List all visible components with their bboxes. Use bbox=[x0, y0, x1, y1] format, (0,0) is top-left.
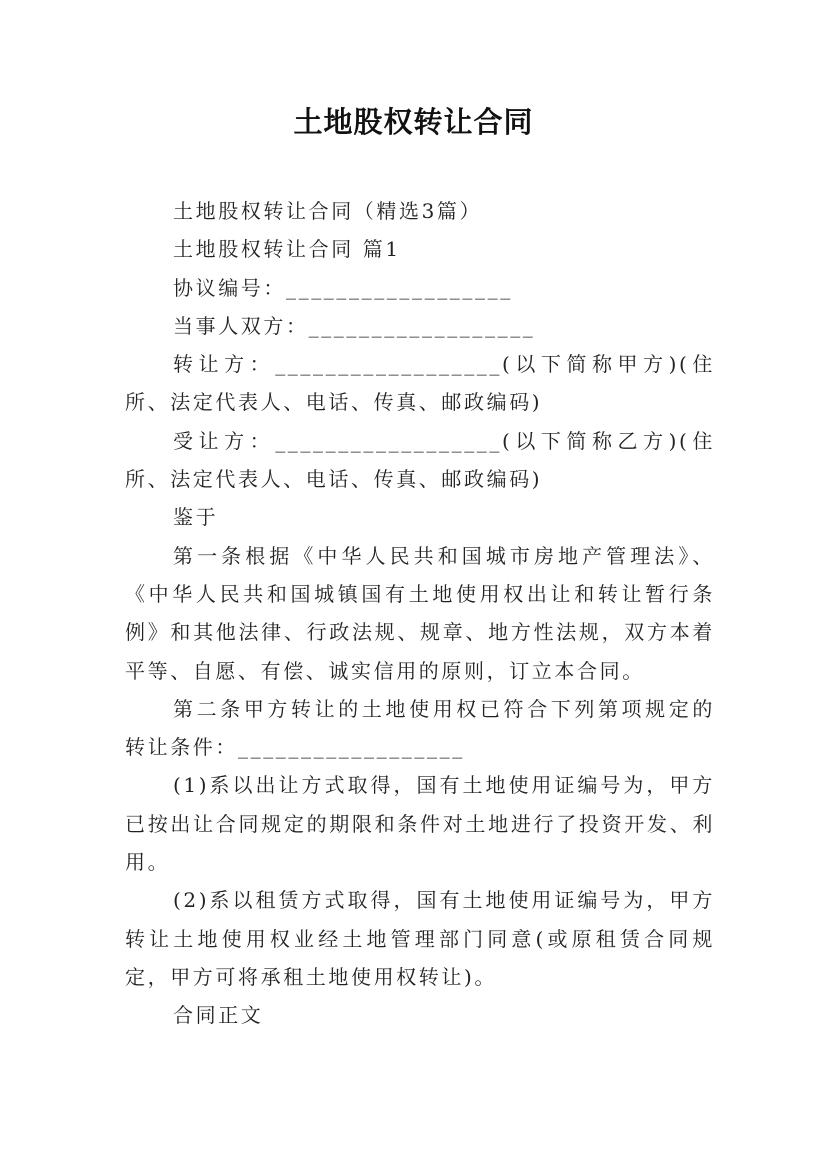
document-body bbox=[125, 192, 715, 1035]
paragraph-transferor: 转让方：__________________(以下简称甲方)(住所、法定代表人、电话、传真、邮政编码) bbox=[125, 352, 715, 415]
paragraph-subtitle: 土地股权转让合同（精选3篇） bbox=[173, 199, 483, 223]
paragraph-agreement-number: 协议编号：__________________ bbox=[173, 275, 513, 300]
paragraph-article-1: 第一条根据《中华人民共和国城市房地产管理法》、《中华人民共和国城镇国有土地使用权出让和转让暂行条例》和其他法律、行政法规、规章、地方性法规，双方本着平等、自愿、有偿、诚实信用的原则，订立本合同。 bbox=[125, 543, 715, 683]
paragraph-whereas: 鉴于 bbox=[173, 505, 219, 530]
paragraph-section-heading: 土地股权转让合同 篇1 bbox=[173, 237, 401, 262]
paragraph-contract-body: 合同正文 bbox=[173, 1003, 264, 1028]
paragraph-article-2: 第二条甲方转让的土地使用权已符合下列第项规定的转让条件：__________________ bbox=[125, 696, 715, 760]
document-title: 土地股权转让合同 bbox=[293, 105, 534, 139]
paragraph-item-2: (2)系以租赁方式取得，国有土地使用证编号为，甲方转让土地使用权业经土地管理部门同意(或原租赁合同规定，甲方可将承租土地使用权转让)。 bbox=[125, 888, 715, 989]
paragraph-parties: 当事人双方：__________________ bbox=[173, 313, 536, 338]
paragraph-transferee: 受让方：__________________(以下简称乙方)(住所、法定代表人、电话、传真、邮政编码) bbox=[125, 428, 715, 492]
paragraph-item-1: (1)系以出让方式取得，国有土地使用证编号为，甲方已按出让合同规定的期限和条件对土地进行了投资开发、利用。 bbox=[125, 773, 715, 875]
